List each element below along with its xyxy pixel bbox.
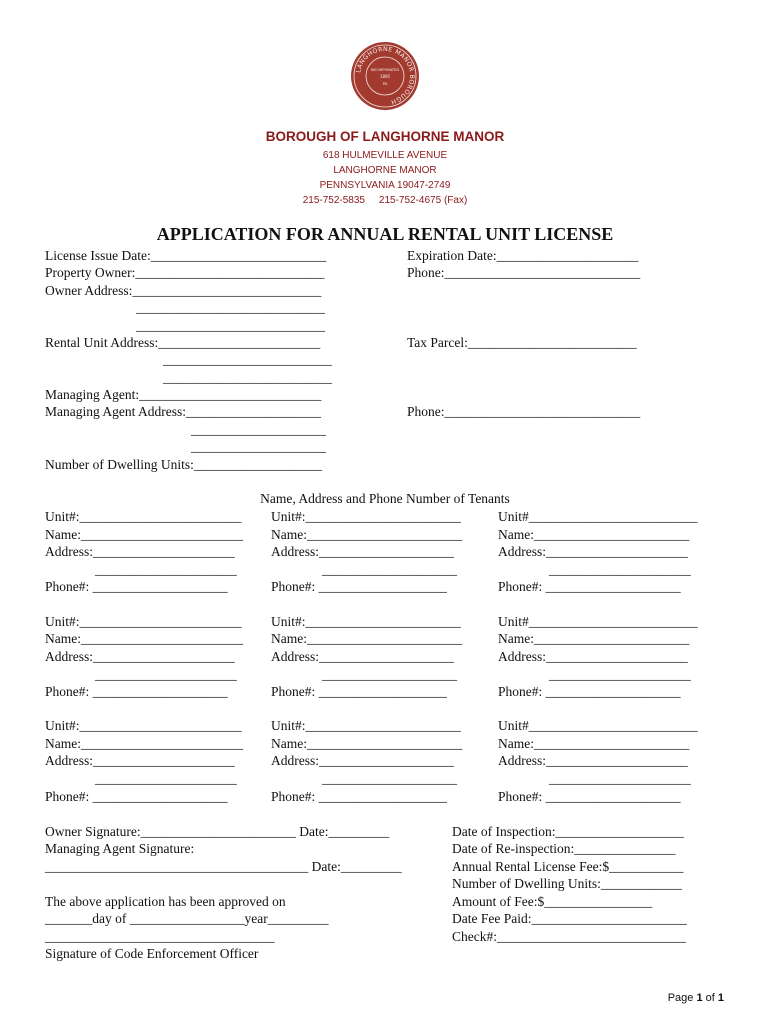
- tenant-name-field[interactable]: Name:________________________: [45, 631, 243, 646]
- inspection-date-field[interactable]: Date of Inspection:___________________: [452, 824, 684, 839]
- tenant-unit-field[interactable]: Unit#_________________________: [498, 718, 698, 733]
- tax-parcel-field[interactable]: Tax Parcel:_________________________: [407, 335, 637, 350]
- tenant-unit-field[interactable]: Unit#_________________________: [498, 614, 698, 629]
- org-address-line-2: LANGHORNE MANOR: [333, 165, 437, 176]
- check-number-field[interactable]: Check#:____________________________: [452, 929, 686, 944]
- tenant-phone-field[interactable]: Phone#: ____________________: [45, 789, 228, 804]
- owner-signature-field[interactable]: Owner Signature:_______________________ Date:_________: [45, 824, 390, 839]
- owner-address-line-3[interactable]: ____________________________: [136, 318, 325, 333]
- form-title: APPLICATION FOR ANNUAL RENTAL UNIT LICENSE: [156, 224, 614, 244]
- managing-agent-address-field[interactable]: Managing Agent Address:____________________: [45, 404, 321, 419]
- tenant-phone-field[interactable]: Phone#: ____________________: [45, 684, 228, 699]
- agent-signature-field[interactable]: _______________________________________ Date:_________: [45, 859, 402, 874]
- tenant-address-field[interactable]: Address:_____________________: [45, 753, 235, 768]
- tenant-address-line-2[interactable]: _____________________: [549, 667, 691, 682]
- tenant-unit-field[interactable]: Unit#:________________________: [45, 614, 242, 629]
- tenant-phone-field[interactable]: Phone#: ___________________: [271, 789, 447, 804]
- tenant-address-field[interactable]: Address:____________________: [271, 544, 454, 559]
- tenant-phone-field[interactable]: Phone#: ____________________: [45, 579, 228, 594]
- officer-signature-field[interactable]: __________________________________: [45, 929, 275, 944]
- total-pages: 1: [717, 992, 724, 1004]
- officer-signature-label: Signature of Code Enforcement Officer: [45, 946, 259, 961]
- tenant-phone-field[interactable]: Phone#: ____________________: [498, 579, 681, 594]
- tenant-phone-field[interactable]: Phone#: ____________________: [498, 789, 681, 804]
- seal-center-line-3: PA: [382, 82, 388, 86]
- agent-signature-label: Managing Agent Signature:: [45, 841, 195, 856]
- tenant-name-field[interactable]: Name:_______________________: [271, 631, 463, 646]
- tenant-name-field[interactable]: Name:_______________________: [498, 631, 690, 646]
- page-number: [668, 992, 724, 1004]
- rental-unit-address-line-3[interactable]: _________________________: [163, 370, 332, 385]
- tenant-name-field[interactable]: Name:_______________________: [271, 527, 463, 542]
- tenant-address-field[interactable]: Address:_____________________: [498, 544, 688, 559]
- org-phones: 215-752-5835 215-752-4675 (Fax): [302, 195, 468, 206]
- tenant-address-line-2[interactable]: _____________________: [549, 562, 691, 577]
- org-address-line-3: PENNSYLVANIA 19047-2749: [319, 180, 451, 191]
- office-dwelling-units-field[interactable]: Number of Dwelling Units:____________: [452, 876, 682, 891]
- tenant-unit-field[interactable]: Unit#_________________________: [498, 509, 698, 524]
- tenant-name-field[interactable]: Name:_______________________: [271, 736, 463, 751]
- borough-seal: [350, 41, 420, 111]
- tenant-address-line-2[interactable]: ____________________: [322, 562, 457, 577]
- page-of: of: [702, 992, 718, 1004]
- property-owner-field[interactable]: Property Owner:____________________________: [45, 265, 325, 280]
- seal-center-line-1: INCORPORATED: [370, 68, 400, 72]
- tenants-heading: Name, Address and Phone Number of Tenants: [260, 491, 510, 506]
- approval-statement: The above application has been approved on: [45, 894, 286, 909]
- tenant-address-line-2[interactable]: _____________________: [95, 771, 237, 786]
- expiration-date-field[interactable]: Expiration Date:_____________________: [407, 248, 639, 263]
- fee-paid-date-field[interactable]: Date Fee Paid:_______________________: [452, 911, 687, 926]
- fee-amount-field[interactable]: Amount of Fee:$________________: [452, 894, 653, 909]
- tenant-unit-field[interactable]: Unit#:_______________________: [271, 614, 461, 629]
- tenant-address-line-2[interactable]: _____________________: [95, 667, 237, 682]
- tenant-address-line-2[interactable]: _____________________: [95, 562, 237, 577]
- seal-ring-text: LANGHORNE MANOR BOROUGH: [355, 45, 416, 106]
- tenant-name-field[interactable]: Name:________________________: [45, 736, 243, 751]
- tenant-address-field[interactable]: Address:_____________________: [498, 649, 688, 664]
- current-page: 1: [696, 992, 703, 1004]
- tenant-name-field[interactable]: Name:_______________________: [498, 527, 690, 542]
- reinspection-date-field[interactable]: Date of Re-inspection:_______________: [452, 841, 676, 856]
- tenant-address-field[interactable]: Address:_____________________: [45, 544, 235, 559]
- org-address-line-1: 618 HULMEVILLE AVENUE: [322, 150, 448, 161]
- tenant-unit-field[interactable]: Unit#:________________________: [45, 509, 242, 524]
- seal-center-line-2: 1895: [379, 74, 391, 79]
- tenant-address-field[interactable]: Address:_____________________: [45, 649, 235, 664]
- org-name: BOROUGH OF LANGHORNE MANOR: [265, 129, 505, 144]
- tenant-name-field[interactable]: Name:________________________: [45, 527, 243, 542]
- tenant-address-field[interactable]: Address:____________________: [271, 649, 454, 664]
- tenant-phone-field[interactable]: Phone#: ___________________: [271, 684, 447, 699]
- tenant-unit-field[interactable]: Unit#:________________________: [45, 718, 242, 733]
- rental-unit-address-field[interactable]: Rental Unit Address:________________________: [45, 335, 321, 350]
- agent-phone-field[interactable]: Phone:_____________________________: [407, 404, 641, 419]
- tenant-unit-field[interactable]: Unit#:_______________________: [271, 509, 461, 524]
- license-fee-field[interactable]: Annual Rental License Fee:$___________: [452, 859, 684, 874]
- approval-date-field[interactable]: _______day of _________________year_________: [45, 911, 329, 926]
- owner-address-field[interactable]: Owner Address:____________________________: [45, 283, 322, 298]
- tenant-address-line-2[interactable]: _____________________: [549, 771, 691, 786]
- owner-address-line-2[interactable]: ____________________________: [136, 300, 325, 315]
- rental-unit-address-line-2[interactable]: _________________________: [163, 352, 332, 367]
- page-prefix: Page: [667, 992, 697, 1004]
- license-issue-date-field[interactable]: License Issue Date:__________________________: [45, 248, 327, 263]
- tenant-phone-field[interactable]: Phone#: ____________________: [498, 684, 681, 699]
- tenant-unit-field[interactable]: Unit#:_______________________: [271, 718, 461, 733]
- managing-agent-address-line-3[interactable]: ____________________: [191, 439, 326, 454]
- tenant-address-field[interactable]: Address:_____________________: [498, 753, 688, 768]
- managing-agent-field[interactable]: Managing Agent:___________________________: [45, 387, 322, 402]
- tenant-address-line-2[interactable]: ____________________: [322, 667, 457, 682]
- tenant-address-line-2[interactable]: ____________________: [322, 771, 457, 786]
- tenant-address-field[interactable]: Address:____________________: [271, 753, 454, 768]
- managing-agent-address-line-2[interactable]: ____________________: [191, 422, 326, 437]
- tenant-name-field[interactable]: Name:_______________________: [498, 736, 690, 751]
- dwelling-units-field[interactable]: Number of Dwelling Units:___________________: [45, 457, 323, 472]
- tenant-phone-field[interactable]: Phone#: ___________________: [271, 579, 447, 594]
- owner-phone-field[interactable]: Phone:_____________________________: [407, 265, 641, 280]
